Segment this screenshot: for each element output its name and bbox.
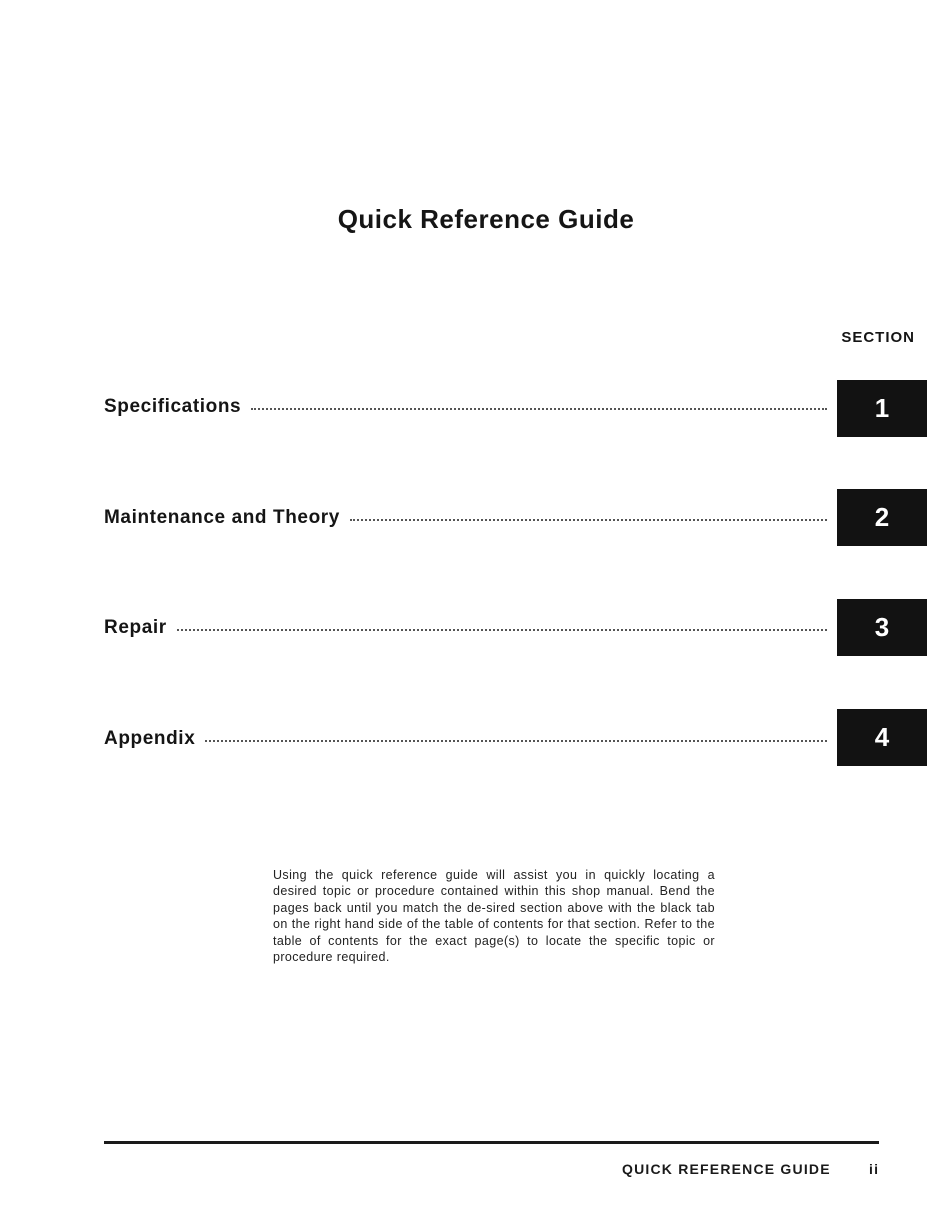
section-tab-4[interactable]: 4: [837, 709, 927, 766]
footer-divider: [104, 1141, 879, 1144]
toc-entry-maintenance-and-theory[interactable]: [104, 507, 827, 537]
toc-entry-label: Repair: [104, 617, 167, 638]
section-tab-3[interactable]: 3: [837, 599, 927, 656]
page-title: Quick Reference Guide: [337, 204, 635, 234]
usage-note: Using the quick reference guide will assist you in quickly locating a desired topic or procedure contained within this shop manual. Bend the pages back until you match the de-sired section above with the black tab on the right hand side of the table of contents for that section. Refer to the table of contents for the exact page(s) to locate the specific topic or procedure required.: [273, 868, 715, 965]
page-number: ii: [869, 1161, 880, 1177]
dot-leader: [350, 519, 827, 521]
toc-entry-label: Appendix: [104, 728, 196, 749]
dot-leader: [251, 408, 827, 410]
section-tab-2[interactable]: 2: [837, 489, 927, 546]
section-tab-1[interactable]: 1: [837, 380, 927, 437]
section-column-header: SECTION: [841, 329, 915, 346]
toc-entry-appendix[interactable]: [104, 728, 827, 758]
dot-leader: [205, 740, 827, 742]
toc-entry-specifications[interactable]: [104, 396, 827, 426]
toc-entry-label: Specifications: [104, 396, 242, 417]
toc-entry-label: Maintenance and Theory: [104, 507, 340, 528]
toc-entry-repair[interactable]: [104, 617, 827, 647]
dot-leader: [177, 629, 827, 631]
footer-title: QUICK REFERENCE GUIDE: [622, 1161, 831, 1177]
